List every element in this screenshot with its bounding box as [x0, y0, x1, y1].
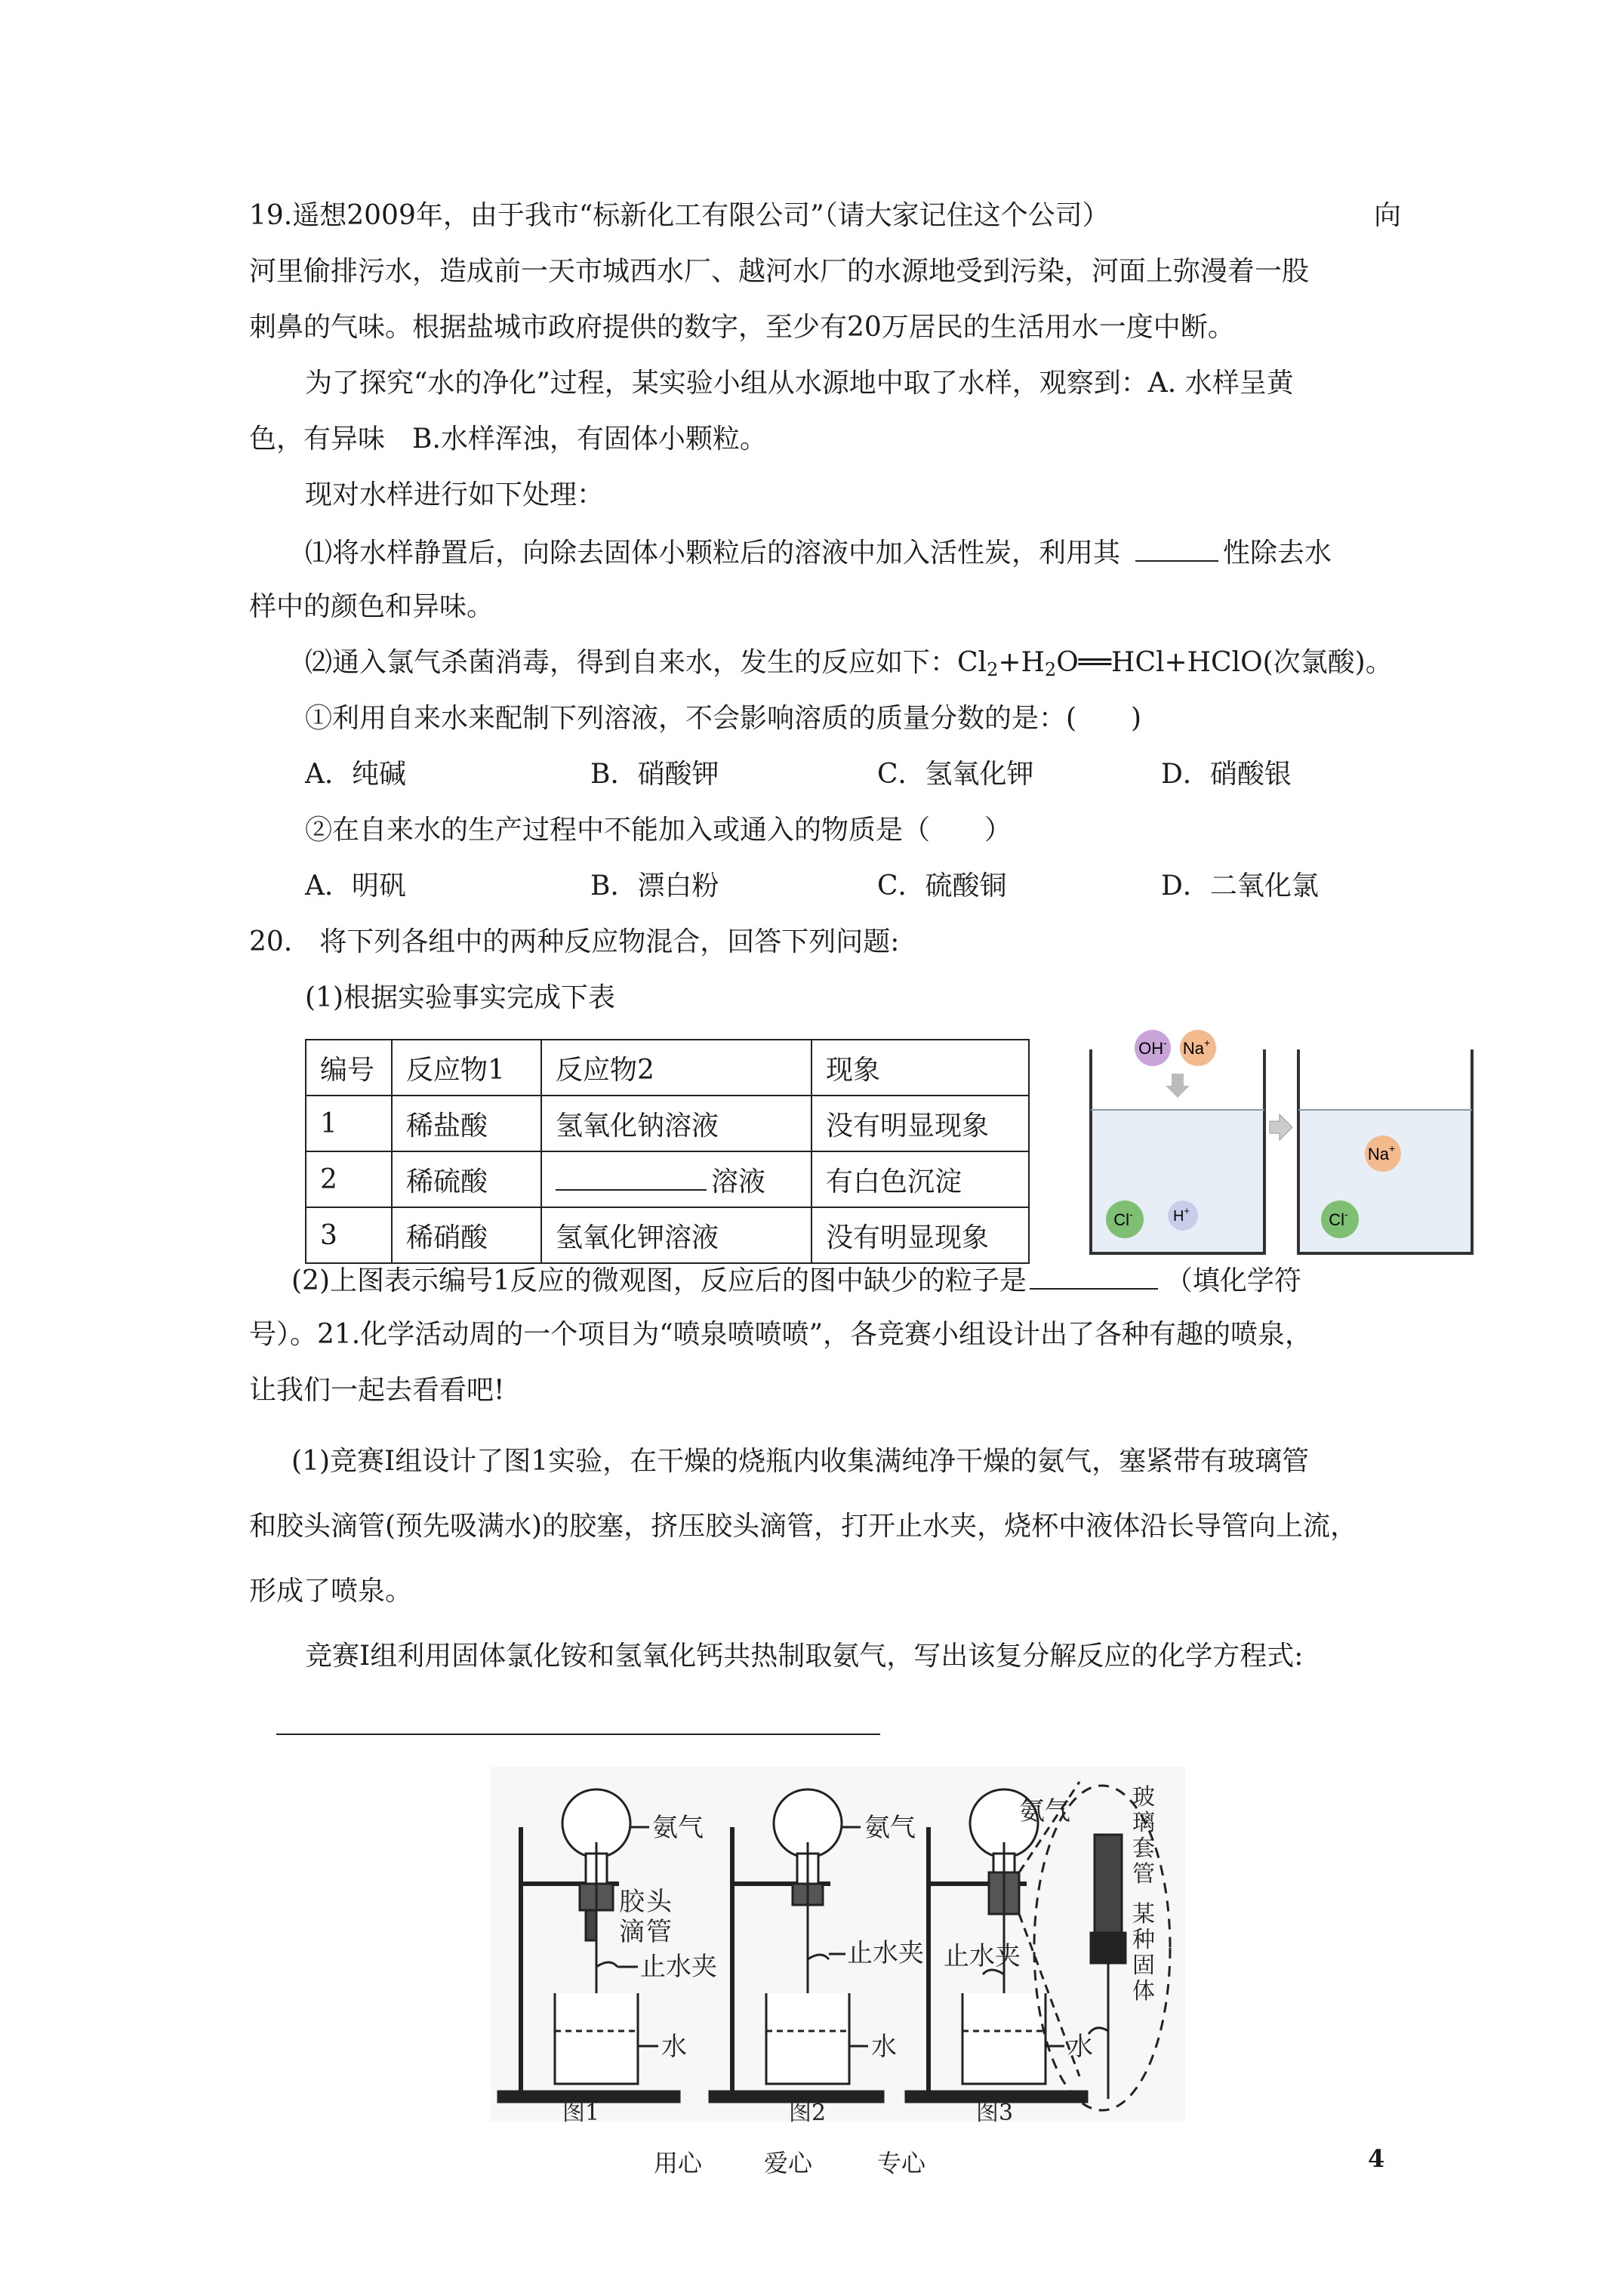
- q21-line5: 形成了喷泉。: [249, 1576, 413, 1607]
- q21-line1: 号）。21.化学活动周的一个项目为“喷泉喷喷喷”，各竞赛小组设计出了各种有趣的喷泉，: [249, 1319, 1313, 1350]
- label-solid: 种: [1132, 1927, 1155, 1953]
- table-cell: 有白色沉淀: [812, 1151, 1029, 1207]
- reaction-table: [305, 1039, 1030, 1264]
- q20-part2-tail: （填化学符: [1165, 1265, 1301, 1296]
- table-cell: 3: [306, 1207, 392, 1263]
- q20-line2: (1)根据实验事实完成下表: [305, 982, 615, 1013]
- label-dropper: 胶: [619, 1887, 645, 1917]
- label-water: 水: [1067, 2032, 1093, 2062]
- table-cell: 没有明显现象: [812, 1096, 1029, 1151]
- label-clamp: 止水夹: [640, 1952, 717, 1982]
- label-water: 水: [871, 2032, 897, 2062]
- label-dropper: 头: [646, 1887, 672, 1917]
- label-solid: 固: [1132, 1952, 1155, 1979]
- subscript: 2: [1044, 659, 1057, 680]
- q20-part2: [291, 1261, 1301, 1299]
- q19-part2: [305, 645, 1393, 688]
- q19-line1: [249, 198, 1110, 234]
- table-cell-text: 溶液: [711, 1166, 766, 1197]
- chloride-label: Cl-: [1113, 1208, 1133, 1229]
- q19-sub2: ②在自来水的生产过程中不能加入或通入的物质是（ ）: [305, 815, 1012, 846]
- dropper: [586, 1910, 596, 1940]
- label-glass-tube: 璃: [1132, 1810, 1155, 1836]
- table-cell: 稀硫酸: [392, 1151, 541, 1207]
- q19-sub1-option-d[interactable]: D．硝酸银: [1161, 759, 1292, 790]
- table-cell: 稀硝酸: [392, 1207, 541, 1263]
- table-cell: 2: [306, 1151, 392, 1207]
- caption-fig2: 图2: [789, 2100, 827, 2126]
- hydrogen-label: H+: [1172, 1205, 1190, 1225]
- label-ammonia: 氨气: [652, 1813, 704, 1843]
- table-cell: [541, 1151, 812, 1207]
- table-row: [306, 1151, 1029, 1207]
- subscript: 2: [987, 659, 999, 680]
- q19-line3: 刺鼻的气味。根据盐城市政府提供的数字，至少有20万居民的生活用水一度中断。: [249, 312, 1235, 343]
- label-glass-tube: 玻: [1132, 1784, 1155, 1811]
- arrow-right-icon: [1270, 1114, 1292, 1140]
- label-glass-tube: 套: [1132, 1835, 1155, 1862]
- q19-part2-text2: +H: [998, 647, 1045, 678]
- table-cell: 稀盐酸: [392, 1096, 541, 1151]
- label-ammonia: 氨气: [864, 1813, 916, 1843]
- label-clamp: 止水夹: [847, 1938, 924, 1968]
- table-cell: 氢氧化钾溶液: [541, 1207, 812, 1263]
- label-ammonia: 氨气: [1019, 1796, 1070, 1826]
- answer-blank[interactable]: [1030, 1261, 1158, 1290]
- caption-fig3: 图3: [976, 2100, 1014, 2126]
- caption-fig1: 图1: [562, 2100, 600, 2126]
- q19-line5: 色，有异味 B.水样浑浊，有固体小颗粒。: [249, 424, 767, 455]
- q19-sub1: ①利用自来水来配制下列溶液，不会影响溶质的质量分数的是：( ): [305, 703, 1142, 734]
- table-header: 编号: [306, 1040, 392, 1096]
- page-number: 4: [1368, 2144, 1385, 2173]
- q19-sub2-option-b[interactable]: B．漂白粉: [590, 871, 719, 901]
- footer-text-2: 爱心: [764, 2149, 813, 2177]
- label-glass-tube: 管: [1132, 1861, 1155, 1888]
- chloride-label: Cl-: [1329, 1208, 1348, 1229]
- answer-blank[interactable]: [1135, 533, 1218, 562]
- q19-sub1-option-a[interactable]: A．纯碱: [305, 759, 406, 790]
- q19-sub2-option-a[interactable]: A．明矾: [305, 871, 406, 901]
- q21-line6: 竞赛Ⅰ组利用固体氯化铵和氢氧化钙共热制取氨气，写出该复分解反应的化学方程式:: [305, 1641, 1304, 1672]
- q19-part2-text: ⑵通入氯气杀菌消毒，得到自来水，发生的反应如下：Cl: [305, 647, 987, 678]
- table-header-row: [306, 1040, 1029, 1096]
- q19-line4: 为了探究“水的净化”过程，某实验小组从水源地中取了水样，观察到：A. 水样呈黄: [305, 368, 1294, 399]
- q19-part2-text3: O══HCl+HClO(次氯酸)。: [1056, 647, 1393, 678]
- label-solid: 某: [1132, 1901, 1155, 1928]
- label-dropper: 管: [646, 1917, 672, 1947]
- footer-text-3: 专心: [877, 2149, 926, 2177]
- table-row: [306, 1096, 1029, 1151]
- beaker: [766, 1993, 849, 2084]
- footer-text-1: 用心: [654, 2149, 703, 2177]
- table-cell: 1: [306, 1096, 392, 1151]
- q19-part1: [305, 533, 1332, 572]
- q19-line1-text: 19.遥想2009年，由于我市“标新化工有限公司”（请大家记住这个公司）: [249, 200, 1110, 231]
- q21-line4: 和胶头滴管(预先吸满水)的胶塞，挤压胶头滴管，打开止水夹，烧杯中液体沿长导管向上流，: [249, 1511, 1358, 1542]
- sodium-label: Na+: [1182, 1037, 1211, 1058]
- label-dropper: 滴: [619, 1917, 645, 1947]
- q19-line1-end: 向: [1374, 200, 1402, 231]
- table-header: 反应物1: [392, 1040, 541, 1096]
- q19-line6: 现对水样进行如下处理：: [305, 479, 605, 510]
- table-cell: 没有明显现象: [812, 1207, 1029, 1263]
- q19-part1-tail: 性除去水: [1223, 538, 1332, 569]
- q21-line3: (1)竞赛Ⅰ组设计了图1实验，在干燥的烧瓶内收集满纯净干燥的氨气，塞紧带有玻璃管: [291, 1446, 1310, 1477]
- table-row: [306, 1207, 1029, 1263]
- solution-fill: [1298, 1110, 1472, 1253]
- q19-sub1-option-c[interactable]: C．氢氧化钾: [877, 759, 1034, 790]
- beaker: [555, 1993, 638, 2084]
- label-water: 水: [661, 2032, 687, 2062]
- label-clamp: 止水夹: [944, 1941, 1021, 1971]
- label-solid: 体: [1132, 1978, 1155, 2005]
- beaker: [962, 1993, 1046, 2084]
- fountain-apparatus-figure: [491, 1759, 1185, 2129]
- q19-line2: 河里偷排污水，造成前一天市城西水厂、越河水厂的水源地受到污染，河面上弥漫着一股: [249, 256, 1310, 287]
- stopper-detail: [1091, 1933, 1126, 1963]
- arrow-down-icon: [1166, 1074, 1190, 1098]
- table-cell: 氢氧化钠溶液: [541, 1096, 812, 1151]
- hydroxide-label: OH-: [1138, 1037, 1167, 1058]
- q19-part1-text: ⑴将水样静置后，向除去固体小颗粒后的溶液中加入活性炭，利用其: [305, 538, 1121, 569]
- glass-sleeve-detail: [1095, 1835, 1122, 1933]
- equation-answer-line[interactable]: [276, 1734, 880, 1735]
- sodium-label: Na+: [1367, 1142, 1396, 1163]
- q19-sub2-option-d[interactable]: D．二氧化氯: [1161, 871, 1319, 901]
- q21-line2: 让我们一起去看看吧!: [249, 1375, 505, 1406]
- answer-blank[interactable]: [556, 1162, 707, 1191]
- q19-sub2-option-c[interactable]: C．硫酸铜: [877, 871, 1007, 901]
- q20-line1: 20. 将下列各组中的两种反应物混合，回答下列问题:: [249, 926, 900, 957]
- q20-part2-text: (2)上图表示编号1反应的微观图，反应后的图中缺少的粒子是: [291, 1265, 1027, 1296]
- table-header: 现象: [812, 1040, 1029, 1096]
- reaction-micro-diagram: [1072, 1004, 1495, 1261]
- q19-sub1-option-b[interactable]: B．硝酸钾: [590, 759, 719, 790]
- table-header: 反应物2: [541, 1040, 812, 1096]
- q19-part1-cont: 样中的颜色和异味。: [249, 591, 494, 622]
